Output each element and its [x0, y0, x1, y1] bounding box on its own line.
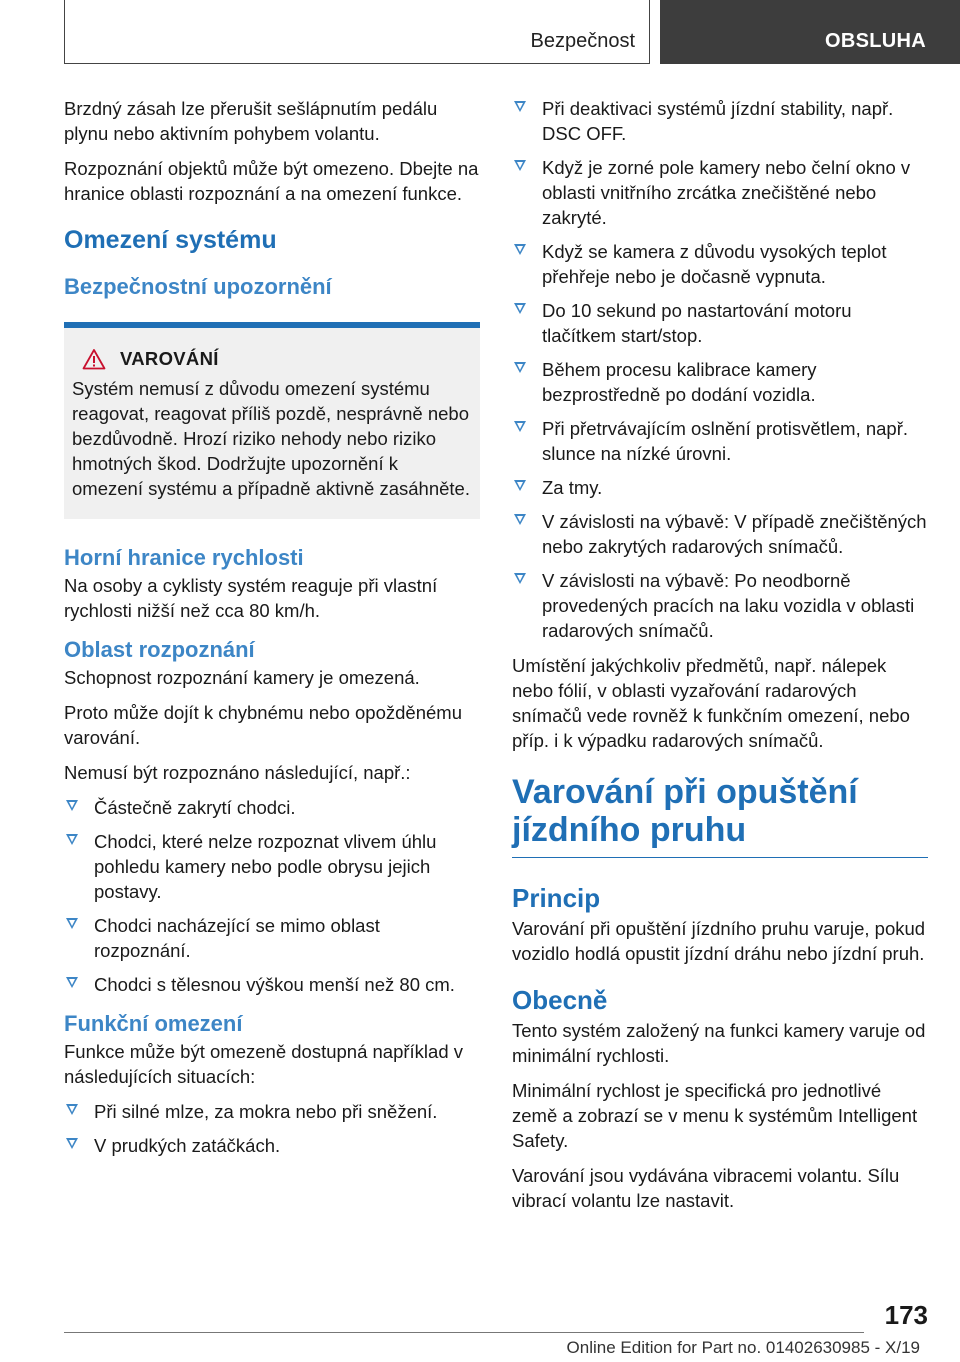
heading-system-limits: Omezení systému: [64, 226, 277, 254]
bullet-triangle-icon: [66, 918, 78, 929]
lane-departure-heading-block: [512, 773, 928, 858]
list-item: Do 10 sekund po nastartování motoru tlačítkem start/stop.: [512, 298, 928, 348]
radar-paragraph: Umístění jakýchkoliv předmětů, např. nálepek nebo fólií, v oblasti vyzařování radarových snímačů vede rovněž k funkčním omezení, nebo příp. i k výpadku radarových snímačů.: [512, 655, 910, 751]
list-item: Když je zorné pole kamery nebo čelní okno v oblasti vnitřního zrcátka znečištěné nebo zakryté.: [512, 155, 928, 230]
list-item: Při deaktivaci systémů jízdní stability, např. DSC OFF.: [512, 96, 928, 146]
bullet-triangle-icon: [514, 362, 526, 373]
list-item: V závislosti na výbavě: V případě znečištěných nebo zakrytých radarových snímačů.: [512, 509, 928, 559]
general-paragraph-1: Tento systém založený na funkci kamery varuje od minimální rychlosti.: [512, 1020, 926, 1066]
range-paragraph-3: Nemusí být rozpoznáno následující, např.:: [64, 762, 411, 783]
list-item: Při silné mlze, za mokra nebo při sněžení.: [64, 1099, 480, 1124]
list-item: V závislosti na výbavě: Po neodborně provedených pracích na laku vozidla v oblasti radarových snímačů.: [512, 568, 928, 643]
header-chapter-title: OBSLUHA: [825, 30, 926, 52]
bullet-triangle-icon: [66, 1104, 78, 1115]
principle-paragraph: Varování při opuštění jízdního pruhu varuje, pokud vozidlo hodlá opustit jízdní dráhu nebo jízdní pruh.: [512, 918, 926, 964]
bullet-triangle-icon: [514, 101, 526, 112]
warning-title: VAROVÁNÍ: [120, 348, 219, 369]
list-item: V prudkých zatáčkách.: [64, 1133, 480, 1158]
list-item: Chodci, které nelze rozpoznat vlivem úhlu pohledu kamery nebo podle obrysu jejich postavy.: [64, 829, 480, 904]
heading-speed-limit: Horní hranice rychlosti: [64, 545, 304, 570]
warning-box: [64, 328, 480, 519]
heading-function-limits: Funkční omezení: [64, 1011, 243, 1036]
heading-safety-notes: Bezpečnostní upozornění: [64, 274, 332, 299]
bullet-triangle-icon: [66, 834, 78, 845]
function-paragraph: Funkce může být omezeně dostupná například v následujících situacích:: [64, 1041, 464, 1087]
bullet-triangle-icon: [514, 160, 526, 171]
bullet-triangle-icon: [514, 421, 526, 432]
right-column: [512, 96, 928, 1223]
list-item: Při přetrvávajícím oslnění protisvětlem, např. slunce na nízké úrovni.: [512, 416, 928, 466]
general-paragraph-3: Varování jsou vydávána vibracemi volantu. Sílu vibrací volantu lze nastavit.: [512, 1165, 900, 1211]
header-section-box: [64, 0, 650, 64]
header-section-title: Bezpečnost: [530, 30, 635, 52]
list-item: Během procesu kalibrace kamery bezprostředně po dodání vozidla.: [512, 357, 928, 407]
range-list: [64, 795, 480, 997]
bullet-triangle-icon: [66, 1138, 78, 1149]
heading-principle: Princip: [512, 883, 601, 913]
bullet-triangle-icon: [514, 573, 526, 584]
list-item: Když se kamera z důvodu vysokých teplot přehřeje nebo je dočasně vypnuta.: [512, 239, 928, 289]
warning-triangle-icon: [82, 348, 106, 370]
bullet-triangle-icon: [514, 303, 526, 314]
intro-paragraph-1: Brzdný zásah lze přerušit sešlápnutím pedálu plynu nebo aktivním pohybem volantu.: [64, 98, 438, 144]
warning-text: Systém nemusí z důvodu omezení systému reagovat, reagovat příliš pozdě, nesprávně nebo bezdůvodně. Hrozí riziko nehody nebo riziko hmotných škod. Dodržujte upozornění k omezení systému a případně aktivně zasáhněte.: [72, 378, 470, 499]
list-item: Chodci nacházející se mimo oblast rozpoznání.: [64, 913, 480, 963]
footer-rule: [64, 1332, 864, 1333]
list-item: Chodci s tělesnou výškou menší než 80 cm.: [64, 972, 480, 997]
range-paragraph-2: Proto může dojít k chybnému nebo opožděnému varování.: [64, 702, 462, 748]
footer-edition-text: Online Edition for Part no. 01402630985 - X/19: [566, 1338, 920, 1357]
warning-header: [72, 348, 472, 370]
bullet-triangle-icon: [66, 800, 78, 811]
heading-detection-range: Oblast rozpoznání: [64, 637, 255, 662]
bullet-triangle-icon: [514, 514, 526, 525]
conditions-list: [512, 96, 928, 643]
left-column: [64, 96, 480, 1168]
header-chapter-box: [660, 0, 960, 64]
general-paragraph-2: Minimální rychlost je specifická pro jednotlivé země a zobrazí se v menu k systémům Intelligent Safety.: [512, 1080, 918, 1151]
speed-text: Na osoby a cyklisty systém reaguje při vlastní rychlosti nižší než cca 80 km/h.: [64, 575, 438, 621]
page-number: 173: [884, 1300, 928, 1330]
bullet-triangle-icon: [66, 977, 78, 988]
heading-lane-departure-line-2: jízdního pruhu: [512, 811, 747, 849]
function-list: [64, 1099, 480, 1158]
list-item: Částečně zakrytí chodci.: [64, 795, 480, 820]
list-item: Za tmy.: [512, 475, 928, 500]
bullet-triangle-icon: [514, 480, 526, 491]
range-paragraph-1: Schopnost rozpoznání kamery je omezená.: [64, 667, 420, 688]
bullet-triangle-icon: [514, 244, 526, 255]
intro-paragraph-2: Rozpoznání objektů může být omezeno. Dbejte na hranice oblasti rozpoznání a na omezení funkce.: [64, 158, 479, 204]
heading-lane-departure-line-1: Varování při opuštění: [512, 773, 858, 811]
heading-general: Obecně: [512, 985, 608, 1015]
